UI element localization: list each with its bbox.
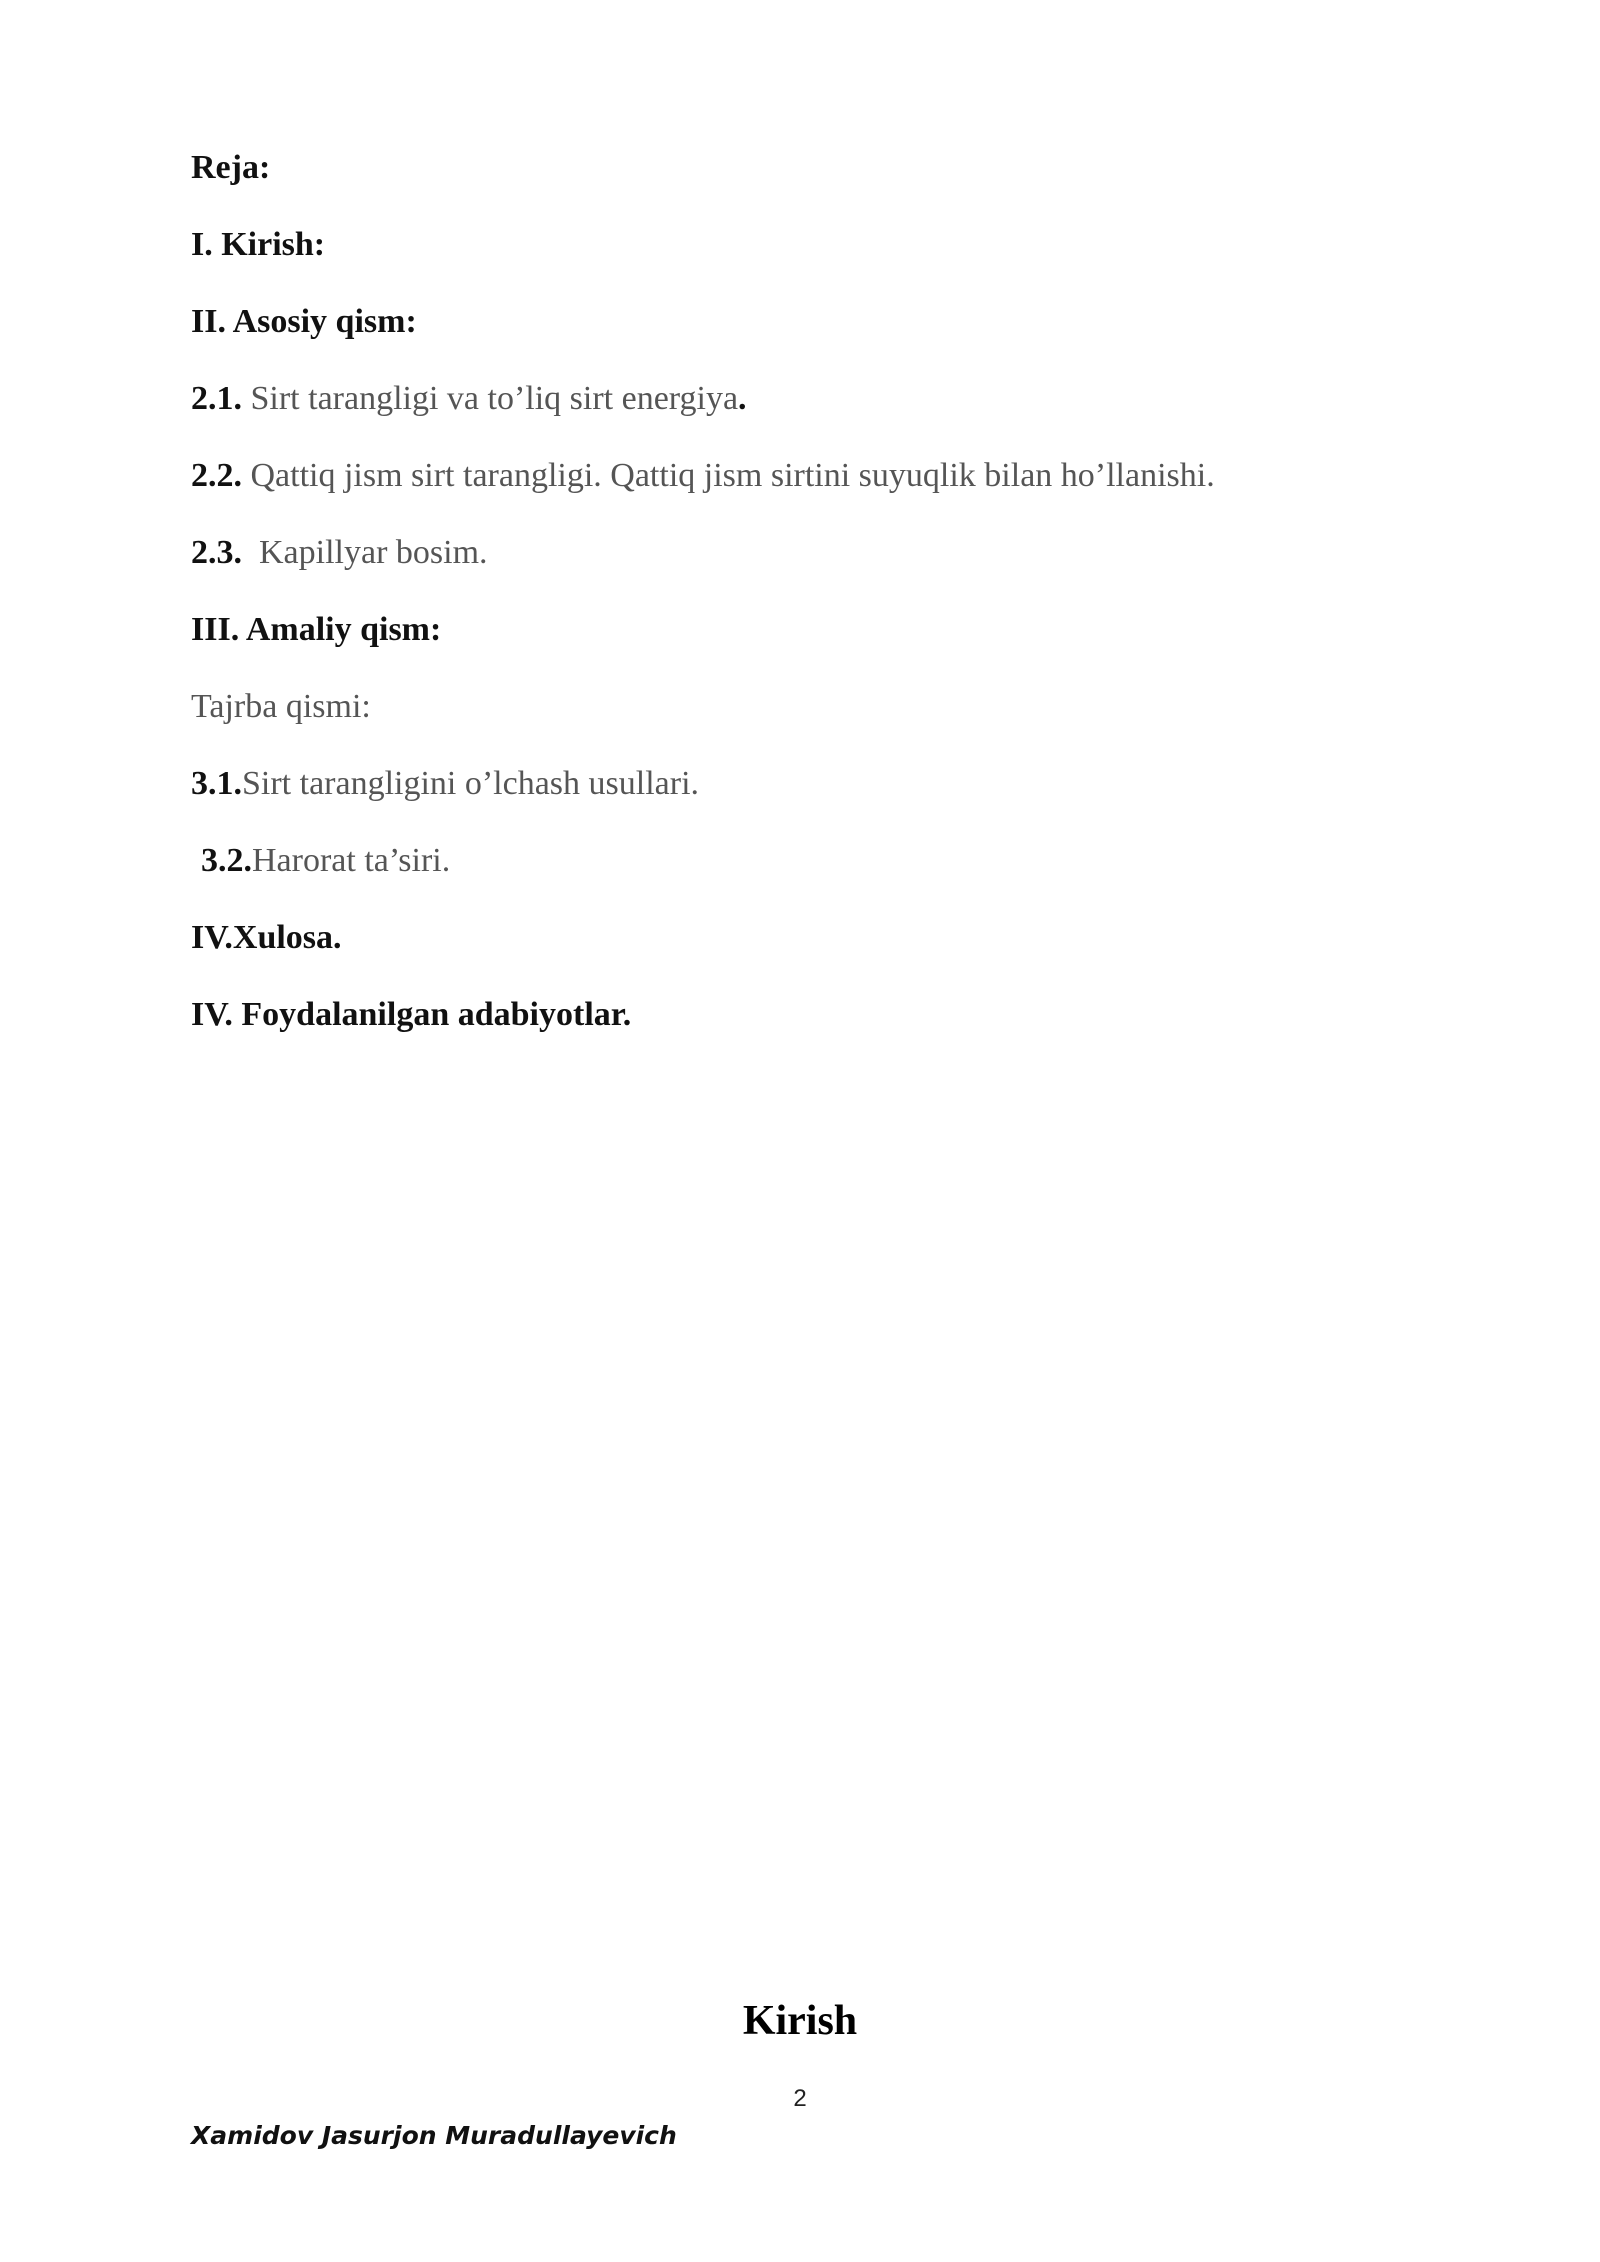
toc-item-references: IV. Foydalanilgan adabiyotlar. <box>191 996 632 1033</box>
toc-item-number: 2.2. <box>191 457 242 494</box>
toc-item-number: 2.3. <box>191 534 242 571</box>
toc-item-3-2 <box>191 841 1431 881</box>
toc-item-2-1 <box>191 379 1431 419</box>
toc-item-conclusion: IV.Xulosa. <box>191 919 342 956</box>
toc-item-number: 3.2. <box>201 842 252 879</box>
toc-item-text: Harorat ta’siri. <box>252 842 451 879</box>
page-number: 2 <box>793 2085 807 2112</box>
toc-item-2-2 <box>191 456 1431 496</box>
toc-item-text: Sirt tarangligi va to’liq sirt energiya <box>242 380 739 417</box>
toc-item-text: Sirt tarangligini o’lchash usullari. <box>242 765 700 802</box>
toc-item-intro: I. Kirish: <box>191 226 326 263</box>
toc-item-number: 2.1. <box>191 380 242 417</box>
toc-item-end-mark: . <box>738 380 747 417</box>
toc-item-practical-part: III. Amaliy qism: <box>191 611 442 648</box>
toc-item-text: Kapillyar bosim. <box>242 534 488 571</box>
toc-item-text: Qattiq jism sirt tarangligi. Qattiq jism sirtini suyuqlik bilan ho’llanishi. <box>242 457 1215 494</box>
footer-author: Xamidov Jasurjon Muradullayevich <box>191 2121 677 2150</box>
toc-title: Reja: <box>191 149 271 186</box>
toc-item-experiment: Tajrba qismi: <box>191 688 371 725</box>
section-heading: Kirish <box>742 1998 858 2044</box>
table-of-contents <box>191 148 1431 1072</box>
toc-item-main-part: II. Asosiy qism: <box>191 303 417 340</box>
toc-item-3-1 <box>191 764 1431 804</box>
toc-item-number: 3.1. <box>191 765 242 802</box>
toc-item-2-3 <box>191 533 1431 573</box>
